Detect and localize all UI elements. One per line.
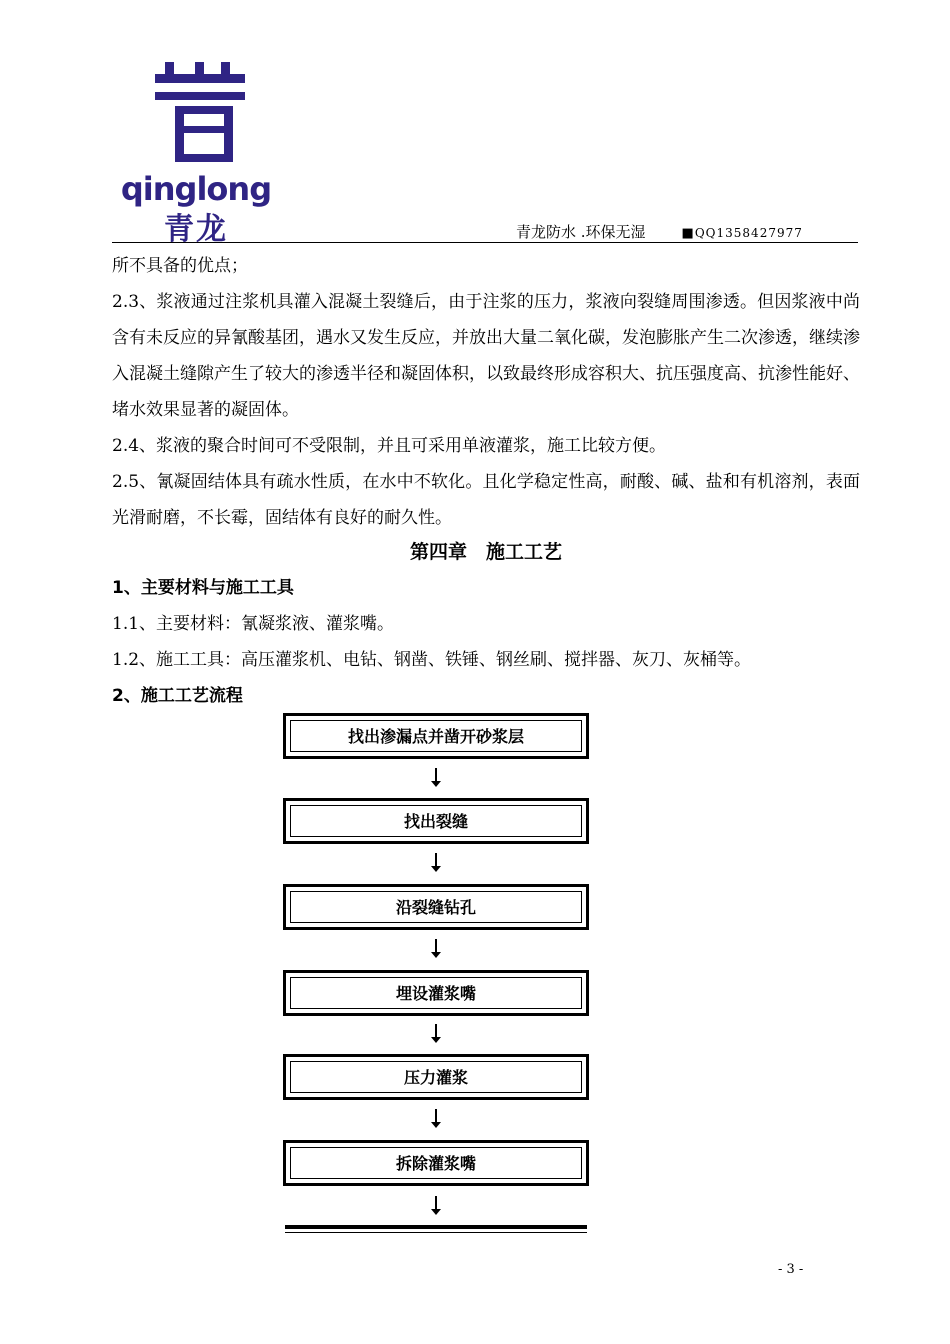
page-number: - 3 -	[778, 1262, 804, 1277]
paragraph: 2.4、浆液的聚合时间可不受限制，并且可采用单液灌浆，施工比较方便。	[112, 436, 667, 456]
header-tagline	[516, 221, 803, 242]
paragraph: 2.5、氰凝固结体具有疏水性质，在水中不软化。且化学稳定性高，耐酸、碱、盐和有机溶剂，表面光滑耐磨，不长霉，固结体有良好的耐久性。	[112, 472, 860, 528]
flow-end-bar	[285, 1232, 587, 1233]
flow-end-bar	[285, 1225, 587, 1229]
company-logo	[110, 62, 290, 247]
logo-chinese-text: 青龙	[164, 212, 228, 247]
flow-step-box	[283, 713, 589, 759]
arrow-down-icon	[435, 1024, 437, 1038]
process-flowchart	[283, 710, 593, 1250]
section-content	[112, 570, 860, 714]
flow-step-label: 沿裂缝钻孔	[395, 898, 476, 917]
logo-latin-text: qinglong	[120, 170, 272, 208]
arrow-down-icon	[435, 853, 437, 867]
body-text	[112, 248, 860, 536]
section-heading: 1、主要材料与施工工具	[112, 578, 294, 598]
flow-step-box	[283, 1054, 589, 1100]
arrow-down-icon	[435, 1109, 437, 1123]
arrow-down-icon	[435, 939, 437, 953]
chapter-title: 第四章 施工工艺	[409, 541, 562, 563]
arrow-down-icon	[435, 768, 437, 782]
header-divider	[112, 242, 858, 243]
flow-step-box	[283, 798, 589, 844]
flow-step-box	[283, 1140, 589, 1186]
paragraph: 所不具备的优点；	[112, 256, 248, 276]
logo-mark-icon	[155, 62, 245, 162]
list-item: 1.2、施工工具：高压灌浆机、电钻、钢凿、铁锤、钢丝刷、搅拌器、灰刀、灰桶等。	[112, 650, 752, 670]
section-heading: 2、施工工艺流程	[112, 686, 243, 706]
qq-square-icon: ■QQ1358427977	[681, 226, 803, 241]
list-item: 1.1、主要材料：氰凝浆液、灌浆嘴。	[112, 614, 395, 634]
flow-step-label: 找出裂缝	[403, 812, 468, 831]
flow-step-label: 找出渗漏点并凿开砂浆层	[347, 727, 524, 746]
flow-step-box	[283, 884, 589, 930]
arrow-down-icon	[435, 1196, 437, 1210]
tagline-text: 青龙防水 .环保无湿	[516, 223, 646, 241]
flow-step-label: 拆除灌浆嘴	[395, 1154, 476, 1173]
qq-number: QQ1358427977	[694, 226, 803, 240]
flow-step-label: 埋设灌浆嘴	[395, 984, 476, 1003]
flow-step-label: 压力灌浆	[403, 1068, 468, 1087]
flow-step-box	[283, 970, 589, 1016]
paragraph: 2.3、浆液通过注浆机具灌入混凝土裂缝后，由于注浆的压力，浆液向裂缝周围渗透。但因浆液中尚含有未反应的异氰酸基团，遇水又发生反应，并放出大量二氧化碳，发泡膨胀产生二次渗透，继续渗入混凝土缝隙产生了较大的渗透半径和凝固体积，以致最终形成容积大、抗压强度高、抗渗性能好、堵水效果显著的凝固体。	[112, 292, 860, 420]
